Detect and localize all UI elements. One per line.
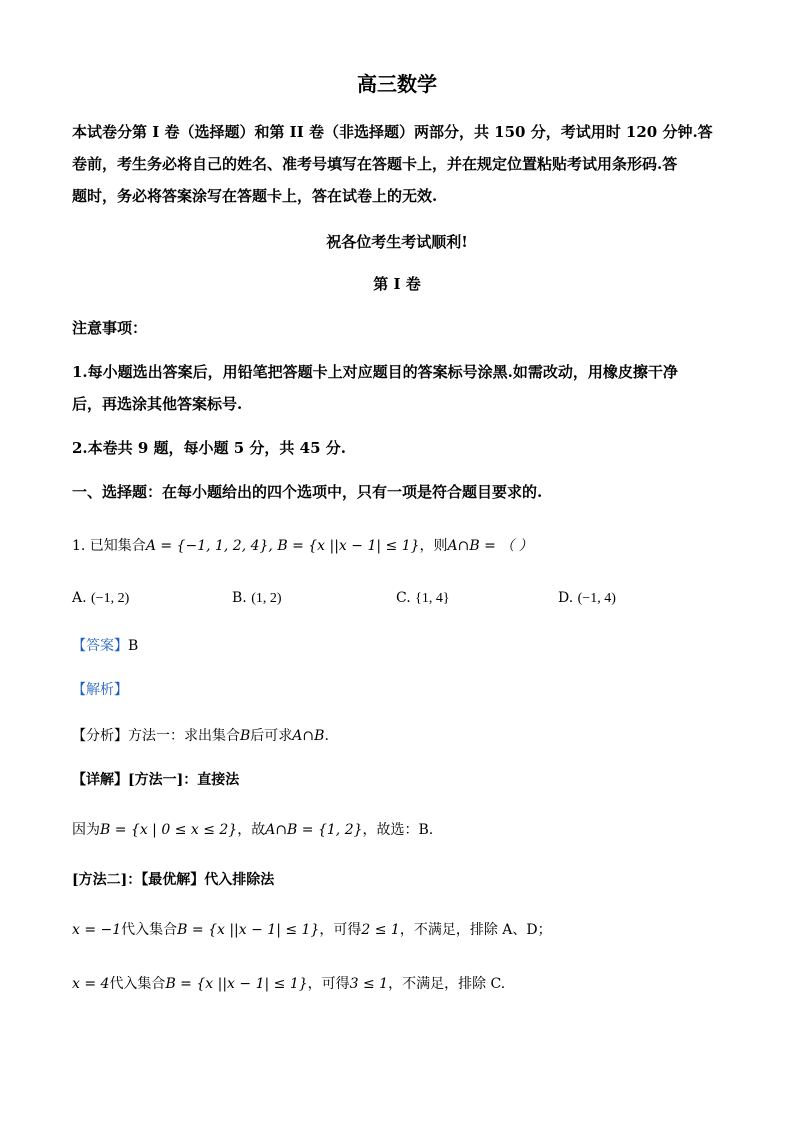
because-expr1: B = {x | 0 ≤ x ≤ 2}: [100, 822, 238, 838]
because-line: [72, 820, 433, 840]
because-expr2: A∩B = {1, 2}: [265, 822, 363, 838]
fenxi-end: .: [324, 728, 329, 744]
option-a-label: A.: [72, 590, 87, 606]
notice-line-3: 2.本卷共 9 题，每小题 5 分，共 45 分.: [72, 439, 346, 457]
substitution-line-2: [72, 974, 505, 994]
page-title: 高三数学: [357, 72, 437, 96]
detail-line: [72, 770, 239, 790]
answer-value: B: [128, 638, 139, 654]
because-post: ，故选：B.: [362, 822, 434, 838]
question-1: [72, 536, 533, 556]
because-pre: 因为: [72, 822, 100, 838]
sub1-ineq: 2 ≤ 1: [361, 922, 400, 938]
fenxi-text2: 后可求: [250, 728, 293, 744]
intro-line-3: 题时，务必将答案涂写在答题卡上，答在试卷上的无效.: [72, 187, 438, 205]
because-mid: ，故: [237, 822, 266, 838]
fenxi-text: 方法一：求出集合: [128, 728, 240, 744]
option-d: [558, 588, 616, 609]
sub2-set: B = {x ||x − 1| ≤ 1}: [165, 976, 308, 992]
fenxi-tag: 【分析】: [72, 728, 128, 744]
question-1-ask: A∩B = （ ）: [447, 538, 533, 554]
fenxi-line: [72, 726, 329, 746]
option-b-value: (1, 2): [251, 591, 282, 606]
notice-line-1: 1.每小题选出答案后，用铅笔把答题卡上对应题目的答案标号涂黑.如需改动，用橡皮擦干净: [72, 363, 678, 381]
detail-method: [方法一]：直接法: [128, 772, 240, 788]
analysis-tag: [72, 680, 128, 700]
sub1-text2: ，可得: [319, 922, 362, 938]
part-heading: 第 I 卷: [373, 275, 421, 293]
sub2-ineq: 3 ≤ 1: [349, 976, 389, 992]
sub1-expr: x = −1: [72, 922, 122, 938]
intro-line-1: 本试卷分第 I 卷（选择题）和第 II 卷（非选择题）两部分，共 150 分，考试用时 120 分钟.答: [72, 123, 713, 141]
sub2-text1: 代入集合: [109, 976, 166, 992]
section-heading: 一、选择题：在每小题给出的四个选项中，只有一项是符合题目要求的.: [72, 483, 543, 501]
sub2-text2: ，可得: [307, 976, 350, 992]
detail-tag: 【详解】: [72, 772, 128, 788]
question-1-suffix: ，则: [419, 538, 448, 554]
intro-line-2: 卷前，考生务必将自己的姓名、准考号填写在答题卡上，并在规定位置粘贴考试用条形码.答: [72, 155, 678, 173]
option-d-value: (−1, 4): [577, 591, 616, 606]
option-d-label: D.: [558, 590, 574, 606]
option-a-value: (−1, 2): [91, 591, 130, 606]
fenxi-var: B: [240, 728, 251, 744]
notice-line-2: 后，再选涂其他答案标号.: [72, 395, 243, 413]
option-a: [72, 588, 129, 609]
answer-line: [72, 636, 138, 656]
option-c-label: C.: [396, 590, 411, 606]
option-c: [396, 588, 450, 609]
option-c-value: {1, 4}: [415, 591, 450, 606]
option-b-label: B.: [232, 590, 247, 606]
wish-line: 祝各位考生考试顺利!: [326, 233, 468, 251]
substitution-line-1: [72, 920, 552, 940]
option-b: [232, 588, 282, 609]
answer-tag: 【答案】: [72, 638, 128, 654]
sub1-text3: ，不满足，排除 A、D；: [399, 922, 552, 938]
question-1-prefix: 1. 已知集合: [72, 538, 146, 554]
fenxi-expr: A∩B: [292, 728, 325, 744]
sub2-expr: x = 4: [72, 976, 110, 992]
analysis-tag-text: 【解析】: [72, 682, 128, 698]
question-1-sets: A = {−1, 1, 2, 4}, B = {x ||x − 1| ≤ 1}: [145, 538, 420, 554]
notice-title: 注意事项：: [72, 319, 148, 337]
sub1-text1: 代入集合: [121, 922, 178, 938]
method-2-heading: [方法二]：【最优解】代入排除法: [72, 872, 275, 888]
sub2-text3: ，不满足，排除 C.: [388, 976, 506, 992]
sub1-set: B = {x ||x − 1| ≤ 1}: [177, 922, 320, 938]
